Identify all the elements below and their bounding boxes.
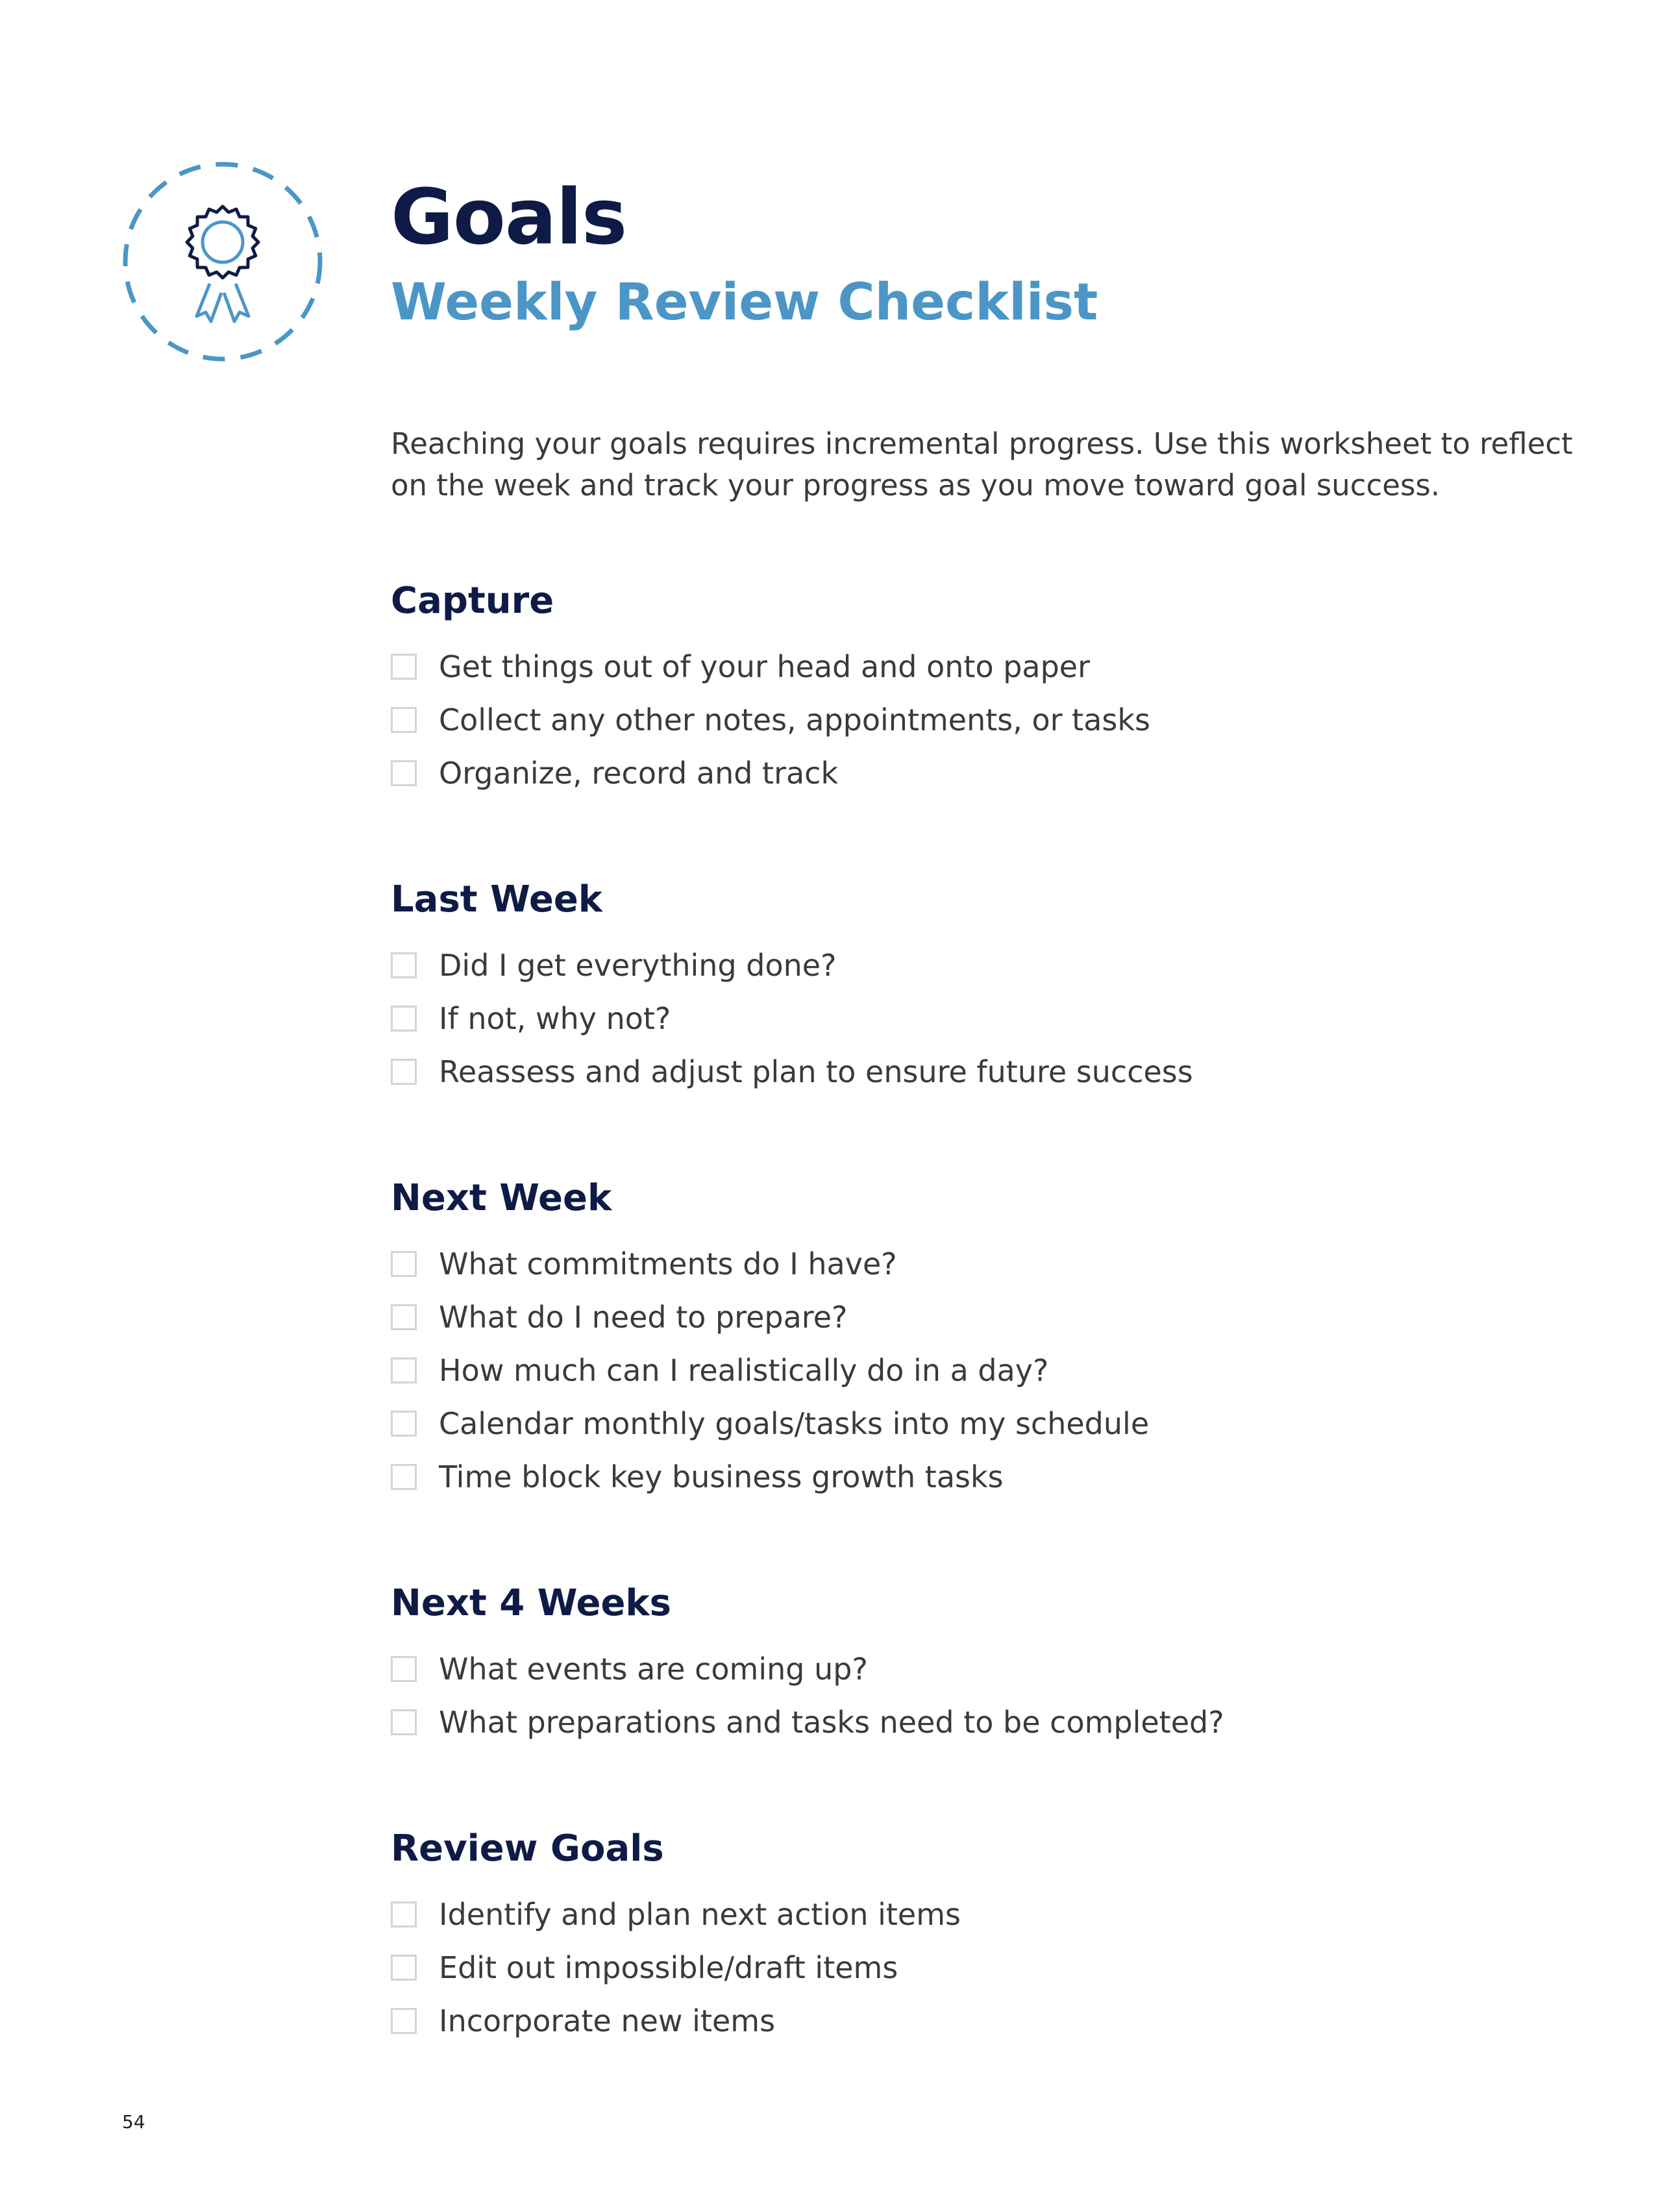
- page-title: Goals: [391, 172, 627, 262]
- checkbox[interactable]: [391, 952, 417, 978]
- checklist-item-label: Incorporate new items: [439, 2003, 776, 2038]
- checklist-item: [391, 1642, 1624, 1696]
- section-title: Next 4 Weeks: [391, 1582, 672, 1624]
- checklist-item-label: What events are coming up?: [439, 1652, 868, 1687]
- checklist-item-label: Calendar monthly goals/tasks into my schedule: [439, 1406, 1150, 1441]
- page-header: [391, 172, 1098, 332]
- page-subtitle: Weekly Review Checklist: [391, 273, 1098, 332]
- checklist-item-label: Edit out impossible/draft items: [439, 1950, 898, 1985]
- checklist-item-label: Did I get everything done?: [439, 948, 837, 983]
- checkbox[interactable]: [391, 1251, 417, 1277]
- checklist-item: [391, 747, 1624, 800]
- checklist-item: [391, 939, 1624, 992]
- checklist-item-label: If not, why not?: [439, 1001, 671, 1036]
- checklist: [391, 1888, 1624, 2048]
- checklist-item: [391, 1696, 1624, 1749]
- checklist-item: [391, 1344, 1624, 1397]
- checkbox[interactable]: [391, 1709, 417, 1735]
- checklist-section: [391, 1580, 1624, 1749]
- checklist: [391, 1642, 1624, 1749]
- award-ribbon-icon: [120, 159, 325, 364]
- checkbox[interactable]: [391, 1901, 417, 1927]
- checklist-item-label: Get things out of your head and onto paper: [439, 649, 1091, 684]
- checklist-item-label: How much can I realistically do in a day?: [439, 1353, 1049, 1388]
- checklist: [391, 640, 1624, 800]
- checklist-item-label: Organize, record and track: [439, 756, 839, 791]
- checklist-section: [391, 1826, 1624, 2048]
- checkbox[interactable]: [391, 707, 417, 733]
- checklist-item: [391, 1941, 1624, 1994]
- checklist-section: [391, 1175, 1624, 1504]
- checklist-item-label: What commitments do I have?: [439, 1246, 897, 1281]
- checkbox[interactable]: [391, 1304, 417, 1330]
- checklist-item-label: Identify and plan next action items: [439, 1897, 961, 1932]
- section-title: Last Week: [391, 878, 603, 921]
- checklist: [391, 1237, 1624, 1504]
- checklist-item-label: Time block key business growth tasks: [439, 1459, 1004, 1494]
- checklist-item: [391, 1888, 1624, 1941]
- checklist-item-label: What do I need to prepare?: [439, 1300, 848, 1335]
- checklist-item: [391, 992, 1624, 1045]
- checkbox[interactable]: [391, 1357, 417, 1383]
- checklist-item: [391, 1237, 1624, 1291]
- checkbox[interactable]: [391, 1006, 417, 1032]
- checklist-item: [391, 640, 1624, 693]
- checkbox[interactable]: [391, 1955, 417, 1981]
- checklist-item-label: What preparations and tasks need to be completed?: [439, 1705, 1224, 1740]
- checklist-section: [391, 876, 1624, 1098]
- checkbox[interactable]: [391, 1059, 417, 1085]
- checkbox[interactable]: [391, 760, 417, 786]
- checklist-item: [391, 693, 1624, 747]
- checklist: [391, 939, 1624, 1098]
- page-number: 54: [122, 2111, 145, 2133]
- checklist-item: [391, 1450, 1624, 1504]
- checklist-item-label: Reassess and adjust plan to ensure future success: [439, 1054, 1193, 1089]
- checklist-item: [391, 1045, 1624, 1098]
- checkbox[interactable]: [391, 2008, 417, 2034]
- checklist-item: [391, 1291, 1624, 1344]
- section-title: Next Week: [391, 1177, 612, 1219]
- section-title: Capture: [391, 580, 554, 622]
- checkbox[interactable]: [391, 1656, 417, 1682]
- checkbox[interactable]: [391, 654, 417, 680]
- checklist-section: [391, 578, 1624, 800]
- checklist-item-label: Collect any other notes, appointments, or tasks: [439, 702, 1150, 737]
- section-title: Review Goals: [391, 1827, 664, 1870]
- intro-paragraph: Reaching your goals requires incremental progress. Use this worksheet to reflect on the week and track your progress as you move toward goal success.: [391, 427, 1573, 502]
- checklist-sections: [391, 578, 1624, 2124]
- checkbox[interactable]: [391, 1464, 417, 1490]
- checkbox[interactable]: [391, 1411, 417, 1437]
- checklist-item: [391, 1994, 1624, 2048]
- checklist-item: [391, 1397, 1624, 1450]
